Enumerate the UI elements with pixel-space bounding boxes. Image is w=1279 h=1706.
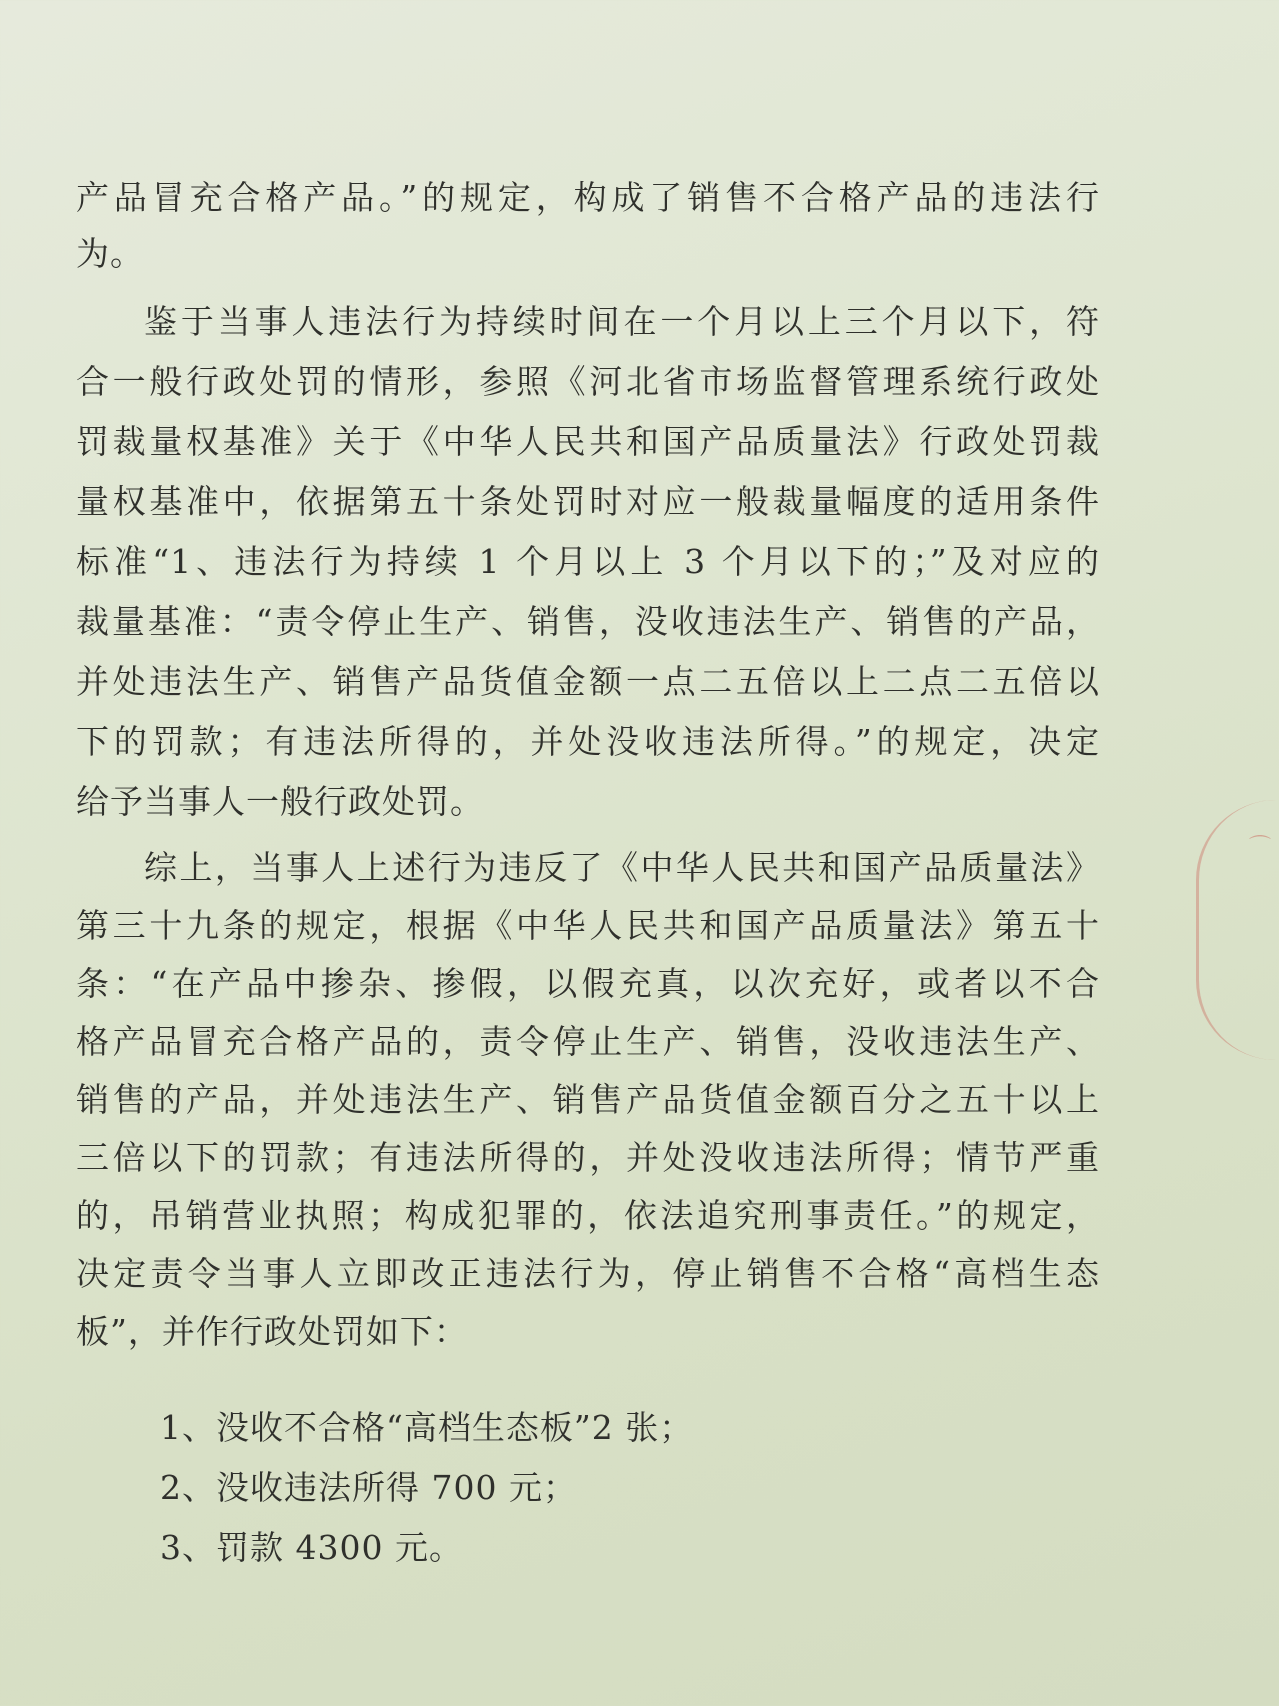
text-line: 板”，并作行政处罚如下： bbox=[76, 1312, 468, 1351]
text-line: 给予当事人一般行政处罚。 bbox=[76, 782, 484, 821]
text-line: 为。 bbox=[76, 234, 144, 273]
seal-mark: ⌒ bbox=[1248, 835, 1271, 860]
text-line: 的，吊销营业执照；构成犯罪的，依法追究刑事责任。”的规定， bbox=[76, 1196, 1100, 1235]
text-line: 合一般行政处罚的情形，参照《河北省市场监督管理系统行政处 bbox=[76, 362, 1100, 401]
text-line: 综上，当事人上述行为违反了《中华人民共和国产品质量法》 bbox=[144, 848, 1100, 887]
text-line: 裁量基准：“责令停止生产、销售，没收违法生产、销售的产品， bbox=[76, 602, 1100, 641]
list-item: 1、没收不合格“高档生态板”2 张； bbox=[160, 1408, 694, 1447]
text-line: 下的罚款；有违法所得的，并处没收违法所得。”的规定，决定 bbox=[76, 722, 1100, 761]
text-line: 标准“1、违法行为持续 1 个月以上 3 个月以下的；”及对应的 bbox=[76, 542, 1100, 581]
text-line: 格产品冒充合格产品的，责令停止生产、销售，没收违法生产、 bbox=[76, 1022, 1100, 1061]
list-item: 3、罚款 4300 元。 bbox=[160, 1528, 463, 1567]
list-item: 2、没收违法所得 700 元； bbox=[160, 1468, 577, 1507]
text-line: 决定责令当事人立即改正违法行为，停止销售不合格“高档生态 bbox=[76, 1254, 1100, 1293]
text-line: 三倍以下的罚款；有违法所得的，并处没收违法所得；情节严重 bbox=[76, 1138, 1100, 1177]
text-line: 鉴于当事人违法行为持续时间在一个月以上三个月以下，符 bbox=[144, 302, 1100, 341]
text-line: 条：“在产品中掺杂、掺假，以假充真，以次充好，或者以不合 bbox=[76, 964, 1100, 1003]
text-line: 罚裁量权基准》关于《中华人民共和国产品质量法》行政处罚裁 bbox=[76, 422, 1100, 461]
text-line: 销售的产品，并处违法生产、销售产品货值金额百分之五十以上 bbox=[76, 1080, 1100, 1119]
text-line: 量权基准中，依据第五十条处罚时对应一般裁量幅度的适用条件 bbox=[76, 482, 1100, 521]
text-line: 并处违法生产、销售产品货值金额一点二五倍以上二点二五倍以 bbox=[76, 662, 1100, 701]
text-line: 产品冒充合格产品。”的规定，构成了销售不合格产品的违法行 bbox=[76, 178, 1100, 217]
text-line: 第三十九条的规定，根据《中华人民共和国产品质量法》第五十 bbox=[76, 906, 1100, 945]
